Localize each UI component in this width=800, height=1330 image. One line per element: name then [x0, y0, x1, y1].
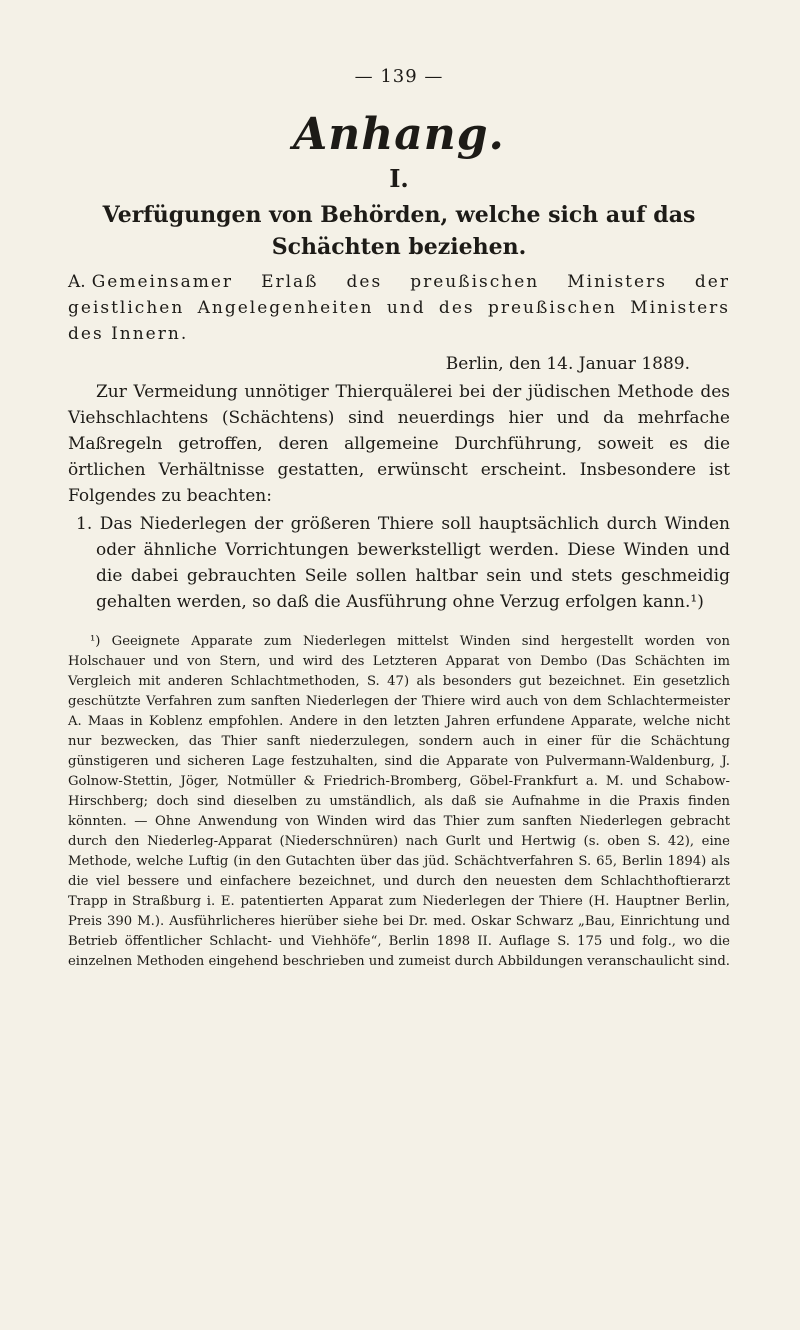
subheading-text: Gemeinsamer Erlaß des preußischen Ministers der geistlichen Angelegenheiten und des preußischen Ministers des Innern. [68, 272, 730, 344]
section-numeral: I. [389, 164, 409, 193]
section-heading: Verfügungen von Behörden, welche sich auf das Schächten beziehen. [102, 202, 696, 260]
footnote: ¹) Geeignete Apparate zum Niederlegen mittelst Winden sind hergestellt worden von Holschauer und von Stern, und wird des Letzteren Apparat von Dembo (Das Schächten im Vergleich mit anderen Schlachtmethoden, S. 47) als besonders gut bezeichnet. Ein gesetzlich geschützte Verfahren zum sanften Niederlegen der Thiere wird auch von dem Schlachtermeister A. Maas in Koblenz empfohlen. Andere in den letzten Jahren erfundene Apparate, welche nicht nur bezwecken, das Thier sanft niederzulegen, sondern auch in einer für die Schächtung günstigeren und sicheren Lage festzuhalten, sind die Apparate von Pulvermann-Waldenburg, J. Golnow-Stettin, Jöger, Notmüller & Friedrich-Bromberg, Göbel-Frankfurt a. M. und Schabow-Hirschberg; doch sind dieselben zu umständlich, als daß sie Aufnahme in die Praxis finden könnten. — Ohne Anwendung von Winden wird das Thier zum sanften Niederlegen gebracht durch den Niederleg-Apparat (Niederschnüren) nach Gurlt und Hertwig (s. oben S. 42), eine Methode, welche Luftig (in den Gutachten über das jüd. Schächtverfahren S. 65, Berlin 1894) als die viel bessere und einfachere bezeichnet, und durch den neuesten dem Schlachthoftierarzt Trapp in Straßburg i. E. patentierten Apparat zum Niederlegen der Thiere (H. Hauptner Berlin, Preis 390 M.). Ausführlicheres hierüber siehe bei Dr. med. Oskar Schwarz „Bau, Einrichtung und Betrieb öffentlicher Schlacht- und Viehhöfe“, Berlin 1898 II. Auflage S. 175 und folg., wo die einzelnen Methoden eingehend beschrieben und zumeist durch Abbildungen veranschaulicht sind. [68, 634, 730, 969]
dateline: Berlin, den 14. Januar 1889. [445, 354, 690, 374]
intro-paragraph: Zur Vermeidung unnötiger Thierquälerei bei der jüdischen Methode des Viehschlachtens (Schächtens) sind neuerdings hier und da mehrfache Maßregeln getroffen, deren allgemeine Durchführung, soweit es die örtlichen Verhältnisse gestatten, erwünscht erscheint. Insbesondere ist Folgendes zu beachten: [68, 382, 730, 506]
subheading-letter: A. [68, 272, 86, 292]
decree-subheading [68, 269, 730, 347]
page-number: — 139 — [354, 66, 444, 87]
appendix-title: Anhang. [293, 109, 505, 160]
rule-item-1: 1. Das Niederlegen der größeren Thiere soll hauptsächlich durch Winden oder ähnliche Vorrichtungen bewerkstelligt werden. Diese Winden und die dabei gebrauchten Seile sollen haltbar sein und stets geschmeidig gehalten werden, so daß die Ausführung ohne Verzug erfolgen kann.¹) [76, 514, 730, 612]
